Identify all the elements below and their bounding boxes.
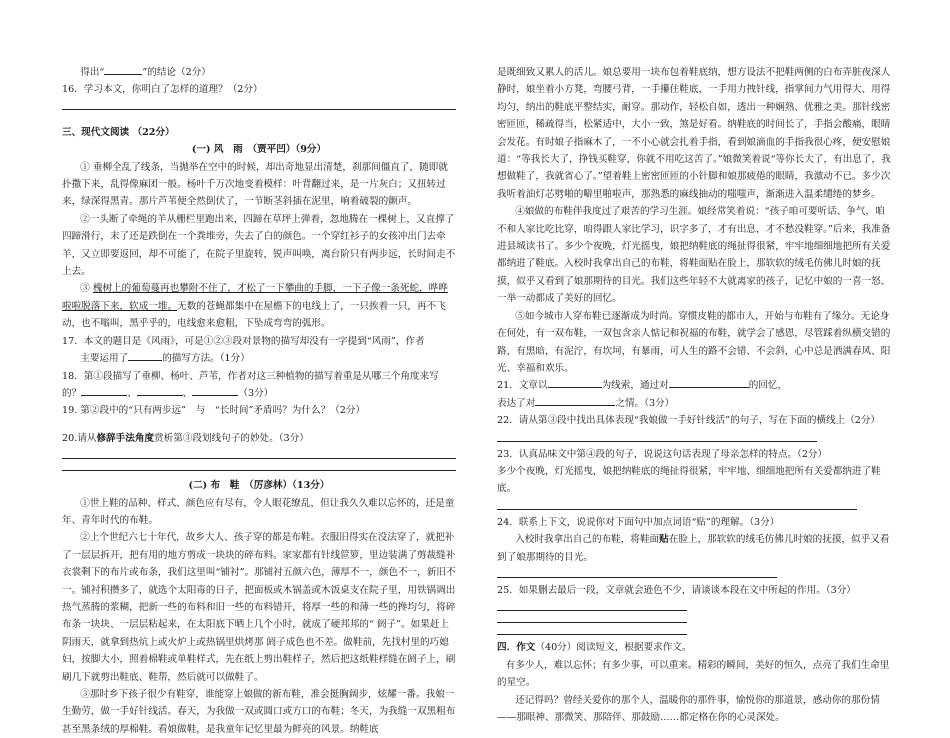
passage-one-paragraph-3: ③ 槐树上的葡萄蔓再也攀附不住了，才松了一下攀曲的手脚，一下子像一条死蛇，哗哗啦啦脱落下来，软成一堆。无数的苍蝇都集中在屋檐下的电线上了，一只挨着一只，再不飞动，也不嗡叫，黑乎乎的，电线愈来愈粗，下坠成弯弯的弧形。 [62, 283, 448, 330]
passage-two-paragraph-1: ①世上鞋的品种、样式、颜色应有尽有，令人眼花缭乱，但让我久久难以忘怀的，还是童年、青年时代的布鞋。 [62, 497, 455, 526]
question-18: 18．第①段描写了垂柳、杨叶、芦苇，作者对这三种植物的描写着重是从哪三个角度来写的？ 、 、 （3分） [62, 370, 439, 399]
dotted-word: 贴 [659, 534, 669, 546]
passage-two-title: (二) 布 鞋 （厉彦林）（13分） [188, 480, 330, 492]
answer-blank[interactable] [81, 385, 127, 396]
answer-blank[interactable] [192, 385, 238, 396]
question-23: 23．认真品味文中第④段的句子，说说这句话表现了母亲怎样的特点。（2分） [497, 448, 828, 460]
question-21-line2: 表达了对 之情。（3分） [497, 395, 891, 412]
passage-two-paragraph-4: ④娘做的布鞋伴我度过了艰苦的学习生涯。娘经常笑着说：“孩子咱可要听话、争气，咱不和人家比吃比穿，咱得跟人家比学习，识字多了，才有出息，才不愁没鞋穿。”后来，我准备进县城读书了。多少个夜晚，灯光摇曳，娘把纳鞋底的绳扯得很紧，牢牢地细细地把所有关爱都纳进了鞋底。入校时我拿出自己的布鞋，将鞋面贴在脸上，那软软的绒毛仿佛儿时娘的抚摸，似乎又看到了娘那期待的目光。我们这些年轻不大就离家的孩子，记忆中娘的一喜一怒、一举一动都成了美好的回忆。 [497, 206, 891, 305]
question-16: 16．学习本文，你明白了怎样的道理？（2分） [62, 84, 263, 96]
section-three-heading: 三、现代文阅读 （22分） [62, 126, 175, 138]
question-24: 24．联系上下文，说说你对下面句中加点词语“贴”的理解。（3分） [497, 516, 780, 528]
answer-line[interactable] [497, 566, 777, 578]
passage-one-title: (一) 风 雨 （贾平凹）（9分） [191, 144, 327, 156]
answer-line[interactable] [497, 430, 817, 442]
passage-one-paragraph-1: ① 垂柳全乱了线条，当抛举在空中的时候，却出奇地显出清楚，刹那间僵直了，随即就扑撒下来，乱得像麻团一般。杨叶千万次地变着模样：叶背翻过来，是一片灰白；又扭转过来，绿深得黑青。那片芦苇便全然倒伏了，一节断茎斜插在泥里，响着破裂的颤声。 [62, 161, 448, 208]
passage-two-paragraph-5: ⑤如今城市人穿布鞋已逐渐成为时尚。穿惯皮鞋的都市人，开始与布鞋有了缘分。无论身在何处，有一双布鞋，一双包含亲人惦记和祝福的布鞋，就学会了感恩，尽管踩着纵横交错的路，有黑暗，有泥泞，有坎坷，有暴雨，可人生的路不会错、不会斜，心中总是洒满春风、阳光、幸福和欢乐。 [497, 310, 891, 374]
writing-prompt-paragraph-2: 还记得吗？曾经关爱你的那个人，温暖你的那件事，愉悦你的那道景，感动你的那份情——那眼神、那微笑、那陪伴、那鼓励……都定格在你的心灵深处。 [497, 694, 880, 723]
question-22: 22．请从第③段中找出具体表现“我娘做一手好针线活”的句子，写在下面的横线上（2分） [497, 415, 881, 427]
answer-blank[interactable] [137, 385, 183, 396]
answer-blank[interactable] [128, 350, 162, 361]
answer-line[interactable] [497, 611, 687, 623]
question-24-quote: 入校时我拿出自己的布鞋，将鞋面贴在脸上，那软软的绒毛仿佛儿时娘的抚摸，似乎又看到了娘那期待的目光。 [497, 534, 890, 563]
answer-line[interactable] [497, 623, 687, 635]
answer-blank[interactable] [104, 64, 142, 75]
answer-line[interactable] [497, 498, 857, 510]
question-19: 19. 第②段中的“只有两步远” 与 “长时间”矛盾吗？为什么？（2分） [62, 405, 366, 417]
passage-two-paragraph-2: ②上个世纪六七十年代，故乡大人、孩子穿的都是布鞋。衣服旧得实在没法穿了，就把补了一层层拆开，把有用的地方剪成一块块的碎布料。家家都有针线笸箩，里边装满了剪裁缝补衣裳剩下的布片或布条，我们这里叫“铺衬”。那铺衬五颜六色，薄厚不一，颜色不一，新旧不一。铺衬积攒多了，就选个太阳毒的日子，把面板或木锅盖或木饭桌支在院子里，用铁锅调出热气蒸腾的浆糊，把新一些的布料和旧一些的布料错开，将厚一些的和薄一些的搀均匀，将碎布条一块块、一层层粘起来，在太阳底下晒上几个小时，就成了硬邦邦的“ 阏子”。如果赶上阴雨天，就拿到热炕上或火炉上或热锅里烘烤那 阏子成色也不差。做鞋前，先找村里的巧媳妇，按脚大小，照着棉鞋或单鞋样式，先在纸上剪出鞋样子，然后把这纸鞋样缝在阏子上，刷刷几下就剪出鞋底、鞋帮，然后就可以做鞋了。 [62, 532, 456, 683]
answer-line[interactable] [62, 447, 456, 459]
passage-two-paragraph-3-cont: 是既细致又累人的活儿。娘总要用一块布包着鞋底纳，想方设法不把鞋两侧的白布弄脏夜深人静时，娘坐着小方凳，弯腰弓背，一手攥住鞋底，一手用力拽针线，指掌间力气用得大、用得均匀，纳出的鞋底平整结实，耐穿。那动作，轻松自如，透出一种娴熟、优雅之美。那针线密密匝匝，稀疏得当，松紧适中，大小一致，煞是好看。纳鞋底的时间长了，手指会酸痛，眼睛会发花。有时娘子指麻木了，一不小心就会扎着手指，看到娘滴血的手指我很心疼，便安慰娘道：“等我长大了，挣钱买鞋穿，你就不用吃这苦了。”娘微笑着说“等你长大了，有出息了，我想做鞋了，我就省心了。”望着鞋上密密匝匝的小针脚和娘那疲倦的眼睛，我激动不已。多少次我听着油灯芯劈啪的噼里啪啦声，那熟悉的麻线抽动的嗤嗤声，渐渐进入温柔缱绻的梦乡。 [497, 67, 891, 200]
answer-blank[interactable] [548, 377, 602, 388]
question-23-quote: 多少个夜晚，灯光摇曳，娘把纳鞋底的绳扯得很紧，牢牢地、细细地把所有关爱都纳进了鞋底。 [497, 465, 881, 495]
q15-tail: 得出“ ”的结论（2分） [62, 64, 456, 81]
question-25: 25．如果删去最后一段，文章就会逊色不少，请谈谈本段在文中所起的作用。（3分） [497, 584, 856, 596]
answer-blank[interactable] [535, 395, 615, 406]
underlined-sentence: 槐树上的葡萄蔓再也攀附不住了，才松了一下攀曲的手脚，一下子像一条死蛇，哗哗啦啦脱落下来，软成一堆。 [62, 283, 448, 312]
question-17-line2: 主要运用了 的描写方法。（1分） [62, 350, 456, 367]
question-21: 21．文章以 为线索，通过对 的回忆， [497, 377, 891, 394]
answer-line[interactable] [497, 599, 687, 611]
answer-line[interactable] [62, 459, 456, 471]
right-column [497, 64, 891, 726]
passage-one-paragraph-2: ②一头断了牵绳的羊从栅栏里跑出来，四蹄在草坪上弹着，忽地腾在一棵树上，又直撑了四蹄滑行，末了还是跌倒在一个粪堆旁，失去了白的颜色。一个穿红衫子的女孩冲出门去牵羊，又立即要返回，却不可能了，在院子里旋转，锐声叫唤，离台阶只有两步远，长时间走不上去。 [62, 213, 456, 278]
question-17: 17．本文的题目是《风雨》，可是①②③段对景物的描写却没有一字提到“风雨”，作者 [62, 335, 425, 347]
question-20: 20.请从修辞手法角度赏析第③段划线句子的妙处。（3分） [62, 432, 309, 444]
answer-line[interactable] [62, 109, 456, 110]
writing-prompt-paragraph-1: 有多少人，难以忘怀；有多少事，可以重来。精彩的瞬间，美好的恒久，点亮了我们生命里的星空。 [497, 659, 890, 689]
passage-two-paragraph-3: ③那时乡下孩子很少有鞋穿，谁能穿上娘做的新布鞋，准会挺胸阔步，炫耀一番。我娘一生勤劳，做一手好针线活。春天，为我做一双或圆口或方口的布鞋；冬天，为我缝一双黑粗布甚至黑条绒的厚棉鞋。看娘做鞋，是我童年记忆里最为鲜亮的风景。纳鞋底 [62, 689, 456, 735]
section-four-heading: 四．作文（40分）阅读短文，根据要求作文。 [497, 642, 692, 654]
left-column [62, 64, 456, 738]
answer-blank[interactable] [669, 377, 749, 388]
